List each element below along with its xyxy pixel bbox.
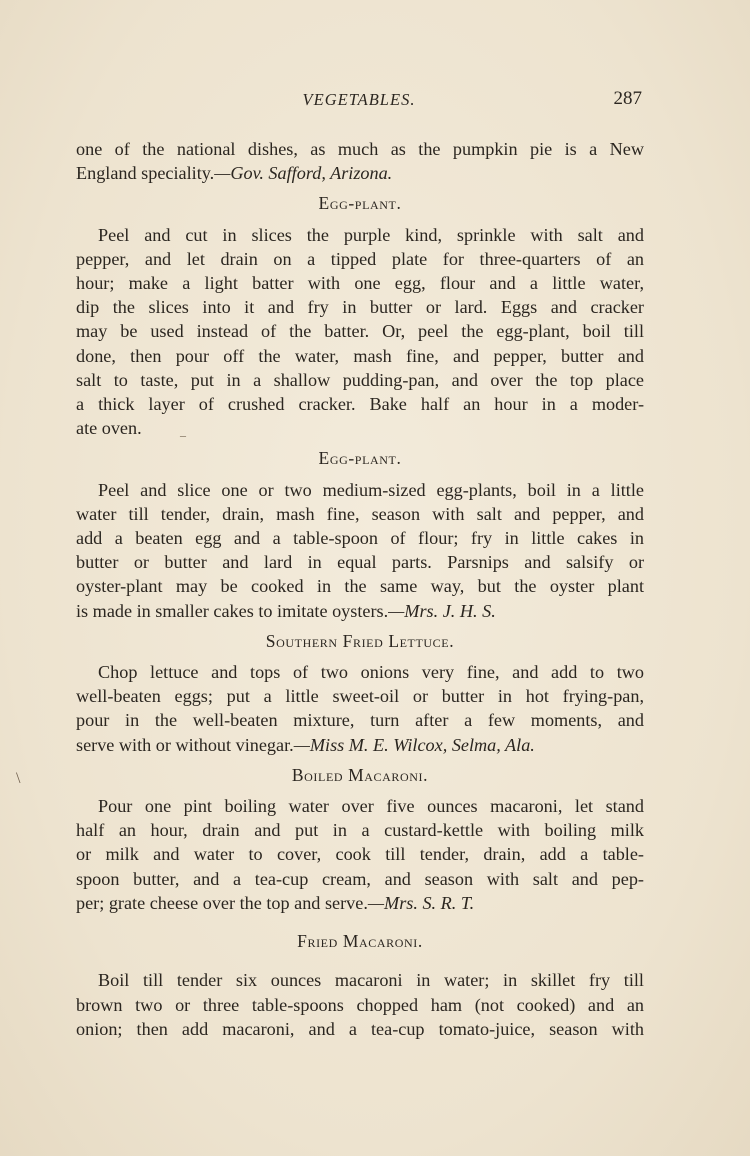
text-line: pepper, and let drain on a tipped plate for three-quarters of an	[76, 248, 644, 269]
text-line: onion; then add macaroni, and a tea-cup tomato-juice, season with	[76, 1018, 644, 1039]
attribution: —Miss M. E. Wilcox, Selma, Ala.	[293, 734, 535, 755]
text-line: Pour one pint boiling water over five ounces macaroni, let stand	[98, 796, 644, 817]
text-line: Peel and slice one or two medium-sized egg-plants, boil in a little	[98, 479, 644, 500]
page-header	[76, 90, 642, 116]
text-line: brown two or three table-spoons chopped ham (not cooked) and an	[76, 994, 644, 1015]
page-number: 287	[613, 88, 642, 109]
text-line: butter or butter and lard in equal parts. Parsnips and salsify or	[76, 552, 644, 573]
text-line: a thick layer of crushed cracker. Bake half an hour in a moder-	[76, 394, 644, 415]
text-line: well-beaten eggs; put a little sweet-oil or butter in hot frying-pan,	[76, 686, 644, 707]
text-line: may be used instead of the batter. Or, peel the egg-plant, boil till	[76, 321, 644, 342]
text-line: Chop lettuce and tops of two onions very fine, and add to two	[98, 662, 644, 683]
text-line: ate oven.	[76, 418, 142, 439]
text-line: done, then pour off the water, mash fine, and pepper, butter and	[76, 345, 644, 366]
attribution: —Mrs. S. R. T.	[367, 892, 475, 913]
text-line: pour in the well-beaten mixture, turn after a few moments, and	[76, 710, 644, 731]
text-line: add a beaten egg and a table-spoon of flour; fry in little cakes in	[76, 528, 644, 549]
text-line: serve with or without vinegar.—Miss M. E. Wilcox, Selma, Ala.	[76, 734, 535, 755]
text-line: water till tender, drain, mash fine, season with salt and pepper, and	[76, 503, 644, 524]
page-blemish: \	[16, 770, 21, 787]
attribution: —Gov. Safford, Arizona.	[214, 163, 393, 184]
running-head: VEGETABLES.	[302, 90, 416, 109]
recipe-title: Boiled Macaroni.	[291, 764, 429, 785]
page-blemish: –	[180, 428, 186, 442]
attribution: —Mrs. J. H. S.	[388, 600, 496, 621]
text-line: per; grate cheese over the top and serve.—Mrs. S. R. T.	[76, 892, 475, 913]
text-line: Peel and cut in slices the purple kind, sprinkle with salt and	[98, 224, 644, 245]
page-body	[76, 137, 644, 1041]
recipe-title: Fried Macaroni.	[297, 931, 423, 952]
text-line: spoon butter, and a tea-cup cream, and season with salt and pep-	[76, 868, 644, 889]
text-line: or milk and water to cover, cook till tender, drain, add a table-	[76, 844, 644, 865]
text-line: half an hour, drain and put in a custard-kettle with boiling milk	[76, 820, 644, 841]
text-line: one of the national dishes, as much as the pumpkin pie is a New	[76, 139, 644, 159]
text-line: salt to taste, put in a shallow pudding-pan, and over the top place	[76, 369, 644, 390]
text-line: is made in smaller cakes to imitate oysters.—Mrs. J. H. S.	[76, 600, 496, 621]
text-line: hour; make a light batter with one egg, flour and a little water,	[76, 273, 644, 294]
text-line: England speciality.—Gov. Safford, Arizona.	[76, 163, 393, 184]
recipe-title: Egg-plant.	[318, 193, 402, 214]
text-line: Boil till tender six ounces macaroni in water; in skillet fry till	[98, 970, 644, 991]
text-line: oyster-plant may be cooked in the same way, but the oyster plant	[76, 576, 644, 597]
text-line: dip the slices into it and fry in butter or lard. Eggs and cracker	[76, 297, 644, 318]
recipe-title: Egg-plant.	[318, 448, 402, 469]
recipe-title: Southern Fried Lettuce.	[265, 630, 455, 651]
